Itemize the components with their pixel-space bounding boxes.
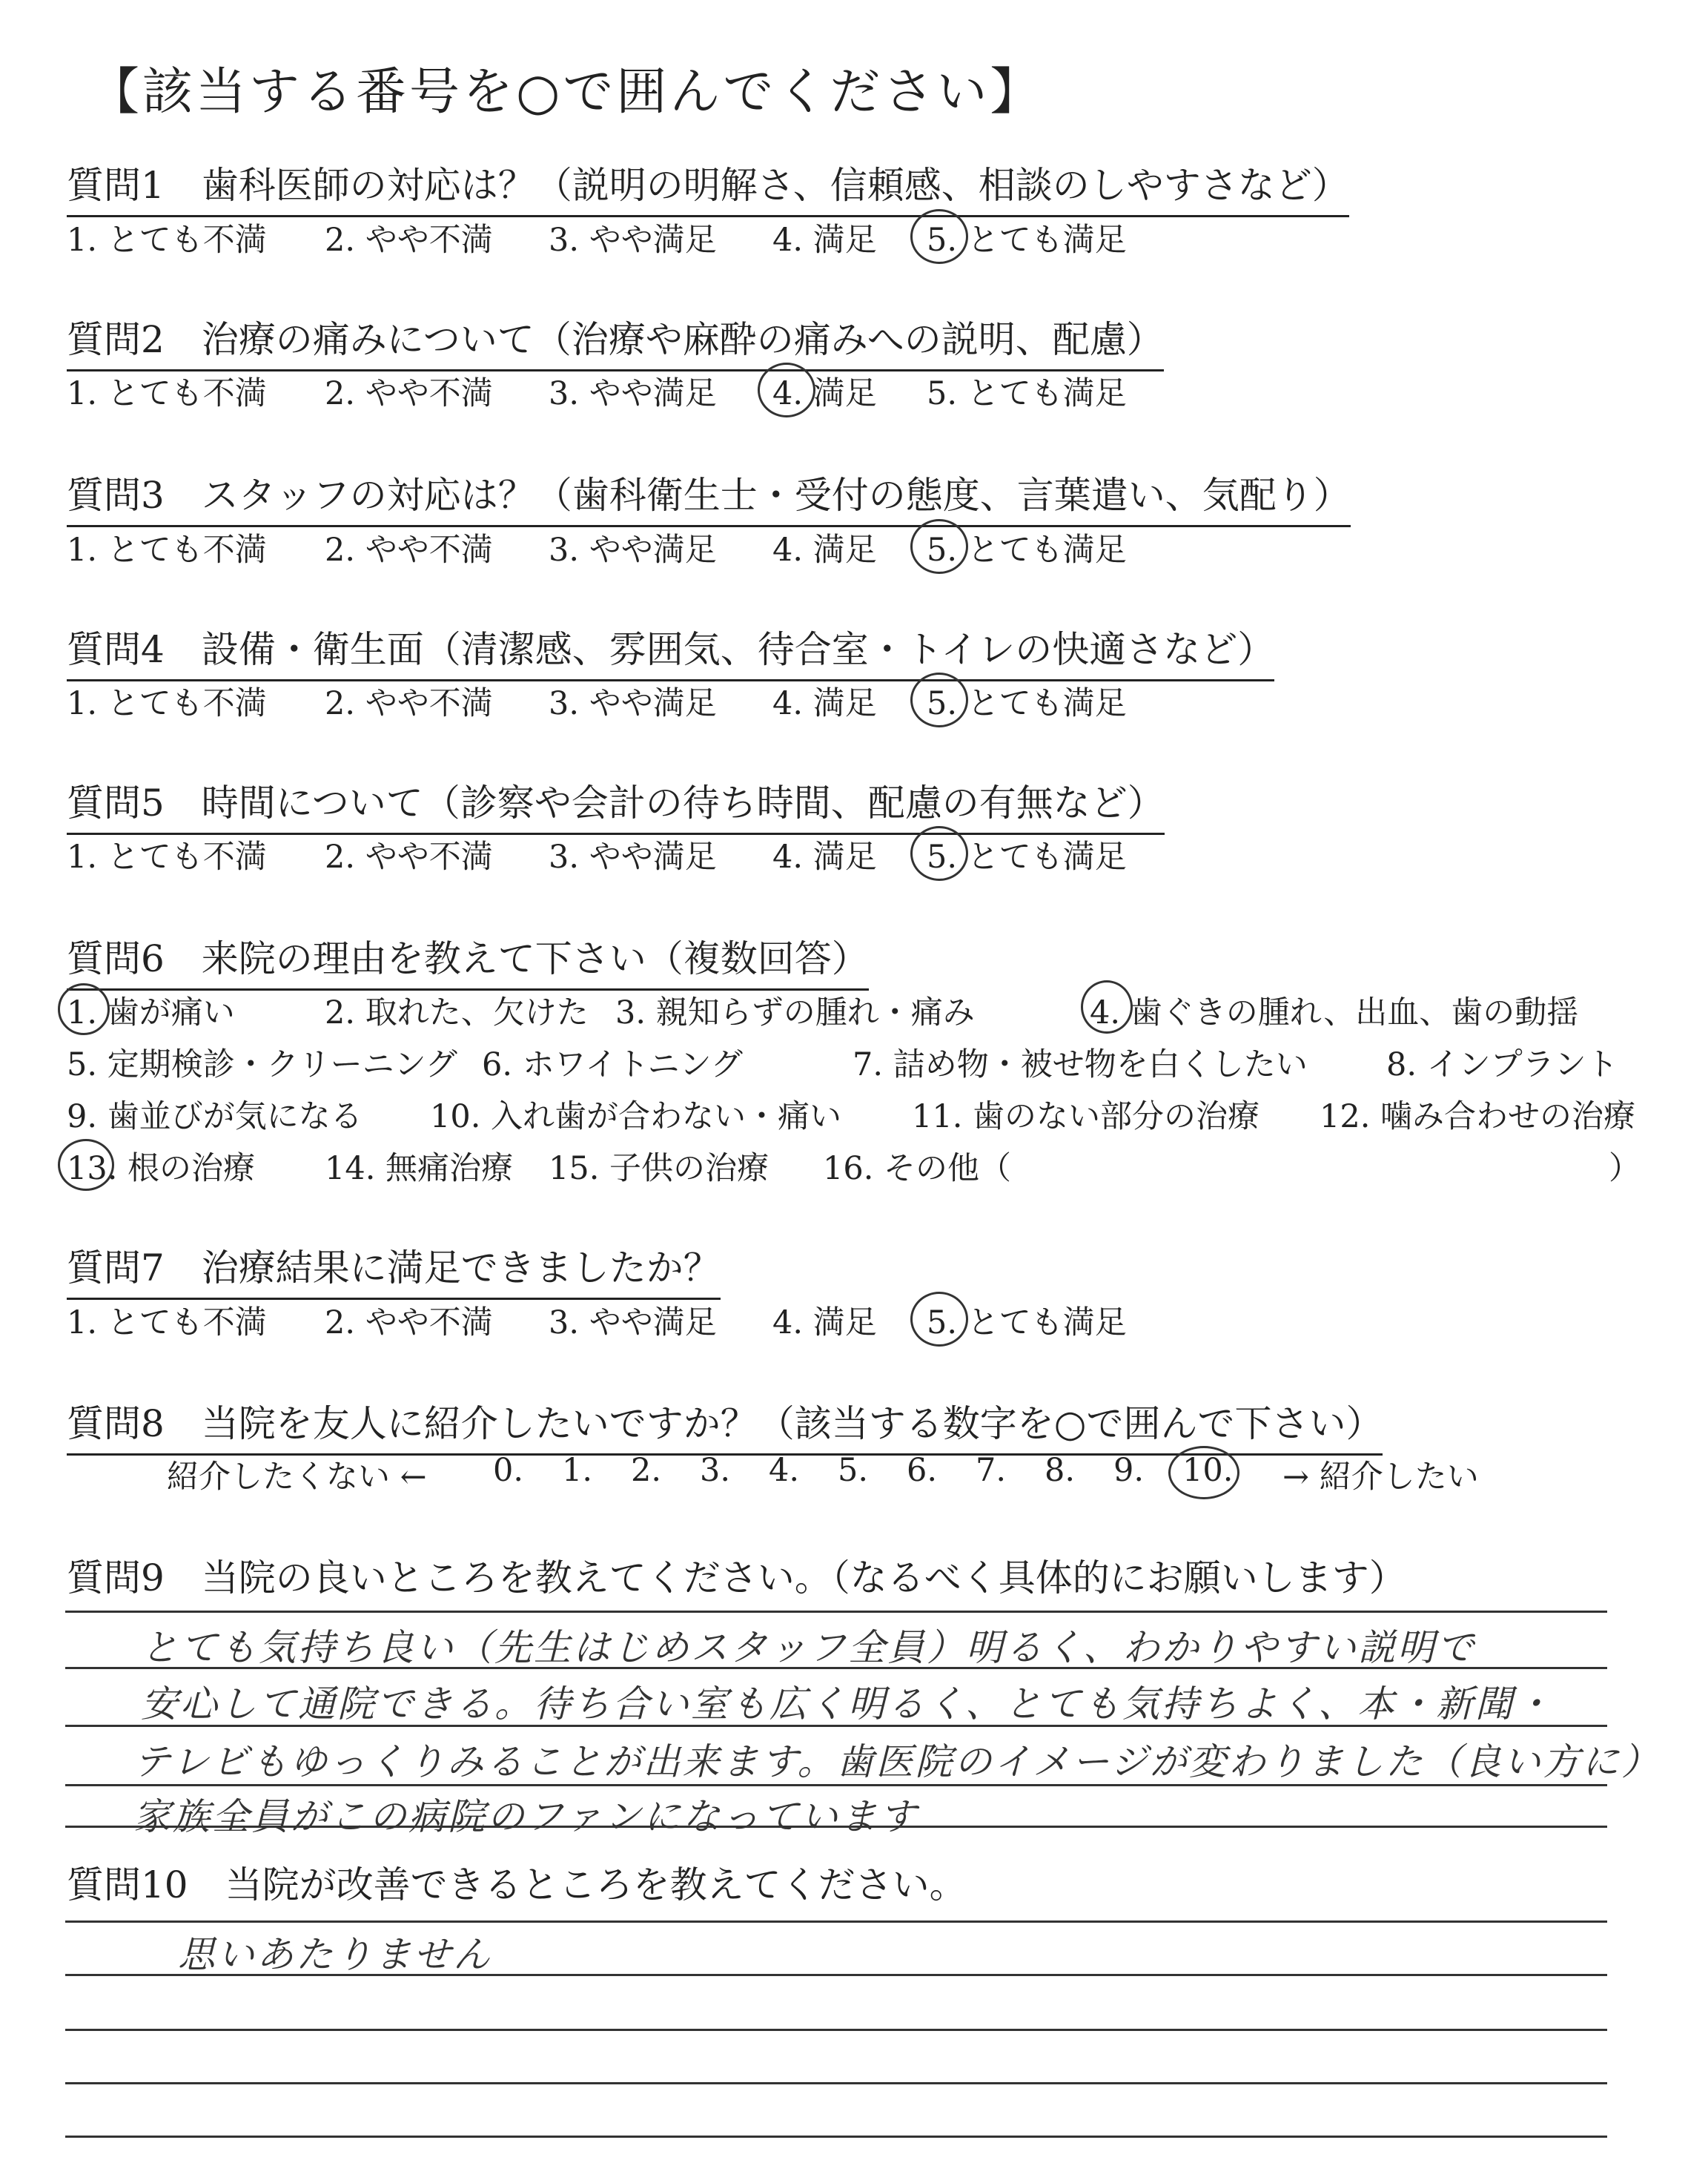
q10-label: 質問10 当院が改善できるところを教えてください。 xyxy=(67,1863,967,1906)
q6-row-4 xyxy=(67,1143,1661,1188)
q10-line-3 xyxy=(65,2029,1607,2031)
q6-label: 質問6 来院の理由を教えて下さい（複数回答） xyxy=(67,929,869,991)
q6-option-14[interactable]: 14. 無痛治療 xyxy=(325,1150,514,1187)
q1-option-3[interactable]: 3. やや満足 xyxy=(549,222,717,259)
q7-selection-circle xyxy=(910,1292,968,1347)
q1-options xyxy=(67,215,1253,260)
q7-option-1[interactable]: 1. とても不満 xyxy=(67,1304,267,1341)
q4-option-4[interactable]: 4. 満足 xyxy=(772,685,877,722)
q6-row-1 xyxy=(67,988,1661,1032)
q1-selection-circle xyxy=(910,209,968,264)
q9-label: 質問9 当院の良いところを教えてください。（なるべく具体的にお願いします） xyxy=(67,1556,1406,1599)
q6-other-close: ） xyxy=(1609,1150,1641,1187)
q6-row-2 xyxy=(67,1040,1661,1084)
q7-option-5[interactable]: 5. とても満足 xyxy=(927,1304,1127,1341)
q2-option-4[interactable]: 4. 満足 xyxy=(772,375,877,412)
q8-option-4[interactable]: 4. xyxy=(769,1452,800,1489)
q8-option-8[interactable]: 8. xyxy=(1045,1452,1076,1489)
q9-line-1 xyxy=(65,1611,1607,1613)
q8-option-5[interactable]: 5. xyxy=(838,1452,869,1489)
q2-selection-circle xyxy=(758,363,815,417)
q10-answer-line-1[interactable]: 思いあたりません xyxy=(178,1933,492,1976)
q3-label: 質問3 スタッフの対応は？（歯科衛生士・受付の態度、言葉遣い、気配り） xyxy=(67,466,1351,527)
q1-option-2[interactable]: 2. やや不満 xyxy=(325,222,493,259)
q6-selection-circle-1 xyxy=(58,983,110,1035)
q8-scale xyxy=(67,1452,1623,1496)
q1-option-1[interactable]: 1. とても不満 xyxy=(67,222,267,259)
q5-option-3[interactable]: 3. やや満足 xyxy=(549,839,717,876)
q1-option-5[interactable]: 5. とても満足 xyxy=(927,222,1127,259)
q8-selection-circle xyxy=(1168,1446,1239,1499)
q3-option-5[interactable]: 5. とても満足 xyxy=(927,532,1127,569)
q4-option-3[interactable]: 3. やや満足 xyxy=(549,685,717,722)
q5-option-5[interactable]: 5. とても満足 xyxy=(927,839,1127,876)
q7-option-3[interactable]: 3. やや満足 xyxy=(549,1304,717,1341)
q8-option-3[interactable]: 3. xyxy=(700,1452,731,1489)
q8-option-0[interactable]: 0. xyxy=(493,1452,524,1489)
q2-option-3[interactable]: 3. やや満足 xyxy=(549,375,717,412)
q5-selection-circle xyxy=(910,826,968,881)
q3-option-1[interactable]: 1. とても不満 xyxy=(67,532,267,569)
q8-left-label: 紹介したくない ← xyxy=(167,1459,427,1496)
q9-answer-line-1[interactable]: とても気持ち良い（先生はじめスタッフ全員）明るく、わかりやすい説明で xyxy=(141,1626,1476,1669)
q6-option-8[interactable]: 8. インプラント xyxy=(1386,1046,1618,1083)
q6-option-6[interactable]: 6. ホワイトニング xyxy=(482,1046,743,1083)
q2-option-5[interactable]: 5. とても満足 xyxy=(927,375,1127,412)
q6-option-3[interactable]: 3. 親知らずの腫れ・痛み xyxy=(615,994,975,1031)
q2-label: 質問2 治療の痛みについて（治療や麻酔の痛みへの説明、配慮） xyxy=(67,310,1164,371)
q6-option-10[interactable]: 10. 入れ歯が合わない・痛い xyxy=(430,1098,842,1135)
q5-option-4[interactable]: 4. 満足 xyxy=(772,839,877,876)
q3-options xyxy=(67,525,1253,569)
q4-label: 質問4 設備・衛生面（清潔感、雰囲気、待合室・トイレの快適さなど） xyxy=(67,620,1274,681)
q5-label: 質問5 時間について（診察や会計の待ち時間、配慮の有無など） xyxy=(67,773,1165,835)
q1-option-4[interactable]: 4. 満足 xyxy=(772,222,877,259)
q4-selection-circle xyxy=(910,673,968,727)
q6-option-12[interactable]: 12. 噛み合わせの治療 xyxy=(1320,1098,1636,1135)
q4-options xyxy=(67,678,1253,723)
page-title: 【該当する番号を○で囲んでください】 xyxy=(89,63,1044,122)
q6-selection-circle-13 xyxy=(58,1139,114,1191)
q9-answer-line-4[interactable]: 家族全員がこの病院のファンになっています xyxy=(133,1795,918,1838)
q3-option-3[interactable]: 3. やや満足 xyxy=(549,532,717,569)
q3-option-4[interactable]: 4. 満足 xyxy=(772,532,877,569)
q9-answer-line-2[interactable]: 安心して通院できる。待ち合い室も広く明るく、とても気持ちよく、本・新聞・ xyxy=(141,1682,1554,1725)
q3-option-2[interactable]: 2. やや不満 xyxy=(325,532,493,569)
q5-options xyxy=(67,832,1253,876)
q7-options xyxy=(67,1298,1253,1342)
q6-option-7[interactable]: 7. 詰め物・被せ物を白くしたい xyxy=(853,1046,1308,1083)
q5-option-2[interactable]: 2. やや不満 xyxy=(325,839,493,876)
q2-options xyxy=(67,369,1253,413)
q6-option-5[interactable]: 5. 定期検診・クリーニング xyxy=(67,1046,457,1083)
q7-option-4[interactable]: 4. 満足 xyxy=(772,1304,877,1341)
q8-option-6[interactable]: 6. xyxy=(907,1452,938,1489)
q4-option-1[interactable]: 1. とても不満 xyxy=(67,685,267,722)
q1-label: 質問1 歯科医師の対応は？（説明の明解さ、信頼感、相談のしやすさなど） xyxy=(67,156,1349,217)
q8-label: 質問8 当院を友人に紹介したいですか？（該当する数字を○で囲んで下さい） xyxy=(67,1394,1383,1456)
q7-label: 質問7 治療結果に満足できましたか？ xyxy=(67,1238,721,1300)
q6-option-15[interactable]: 15. 子供の治療 xyxy=(549,1150,769,1187)
q8-option-7[interactable]: 7. xyxy=(976,1452,1007,1489)
q7-option-2[interactable]: 2. やや不満 xyxy=(325,1304,493,1341)
q6-option-16[interactable]: 16. その他（ xyxy=(823,1150,1012,1187)
q4-option-5[interactable]: 5. とても満足 xyxy=(927,685,1127,722)
q8-right-label: → 紹介したい xyxy=(1282,1459,1479,1496)
q6-option-1[interactable]: 1. 歯が痛い xyxy=(67,994,235,1031)
q10-line-1 xyxy=(65,1920,1607,1923)
q6-option-2[interactable]: 2. 取れた、欠けた xyxy=(325,994,589,1031)
q6-option-9[interactable]: 9. 歯並びが気になる xyxy=(67,1098,363,1135)
q6-option-13[interactable]: 13. 根の治療 xyxy=(67,1150,256,1187)
q8-option-1[interactable]: 1. xyxy=(562,1452,593,1489)
q2-option-2[interactable]: 2. やや不満 xyxy=(325,375,493,412)
q2-option-1[interactable]: 1. とても不満 xyxy=(67,375,267,412)
q4-option-2[interactable]: 2. やや不満 xyxy=(325,685,493,722)
q10-line-5 xyxy=(65,2136,1607,2138)
q6-selection-circle-4 xyxy=(1081,980,1133,1034)
q6-option-11[interactable]: 11. 歯のない部分の治療 xyxy=(912,1098,1260,1135)
q8-option-10[interactable]: 10. xyxy=(1182,1452,1234,1489)
q8-option-2[interactable]: 2. xyxy=(631,1452,662,1489)
q9-answer-line-3[interactable]: テレビもゆっくりみることが出来ます。歯医院のイメージが変わりました（良い方に） xyxy=(133,1740,1661,1783)
q5-option-1[interactable]: 1. とても不満 xyxy=(67,839,267,876)
q8-option-9[interactable]: 9. xyxy=(1113,1452,1145,1489)
q3-selection-circle xyxy=(910,519,968,574)
q6-row-3 xyxy=(67,1091,1661,1136)
q6-option-4[interactable]: 4. 歯ぐきの腫れ、出血、歯の動揺 xyxy=(1090,994,1579,1031)
q10-line-4 xyxy=(65,2082,1607,2084)
